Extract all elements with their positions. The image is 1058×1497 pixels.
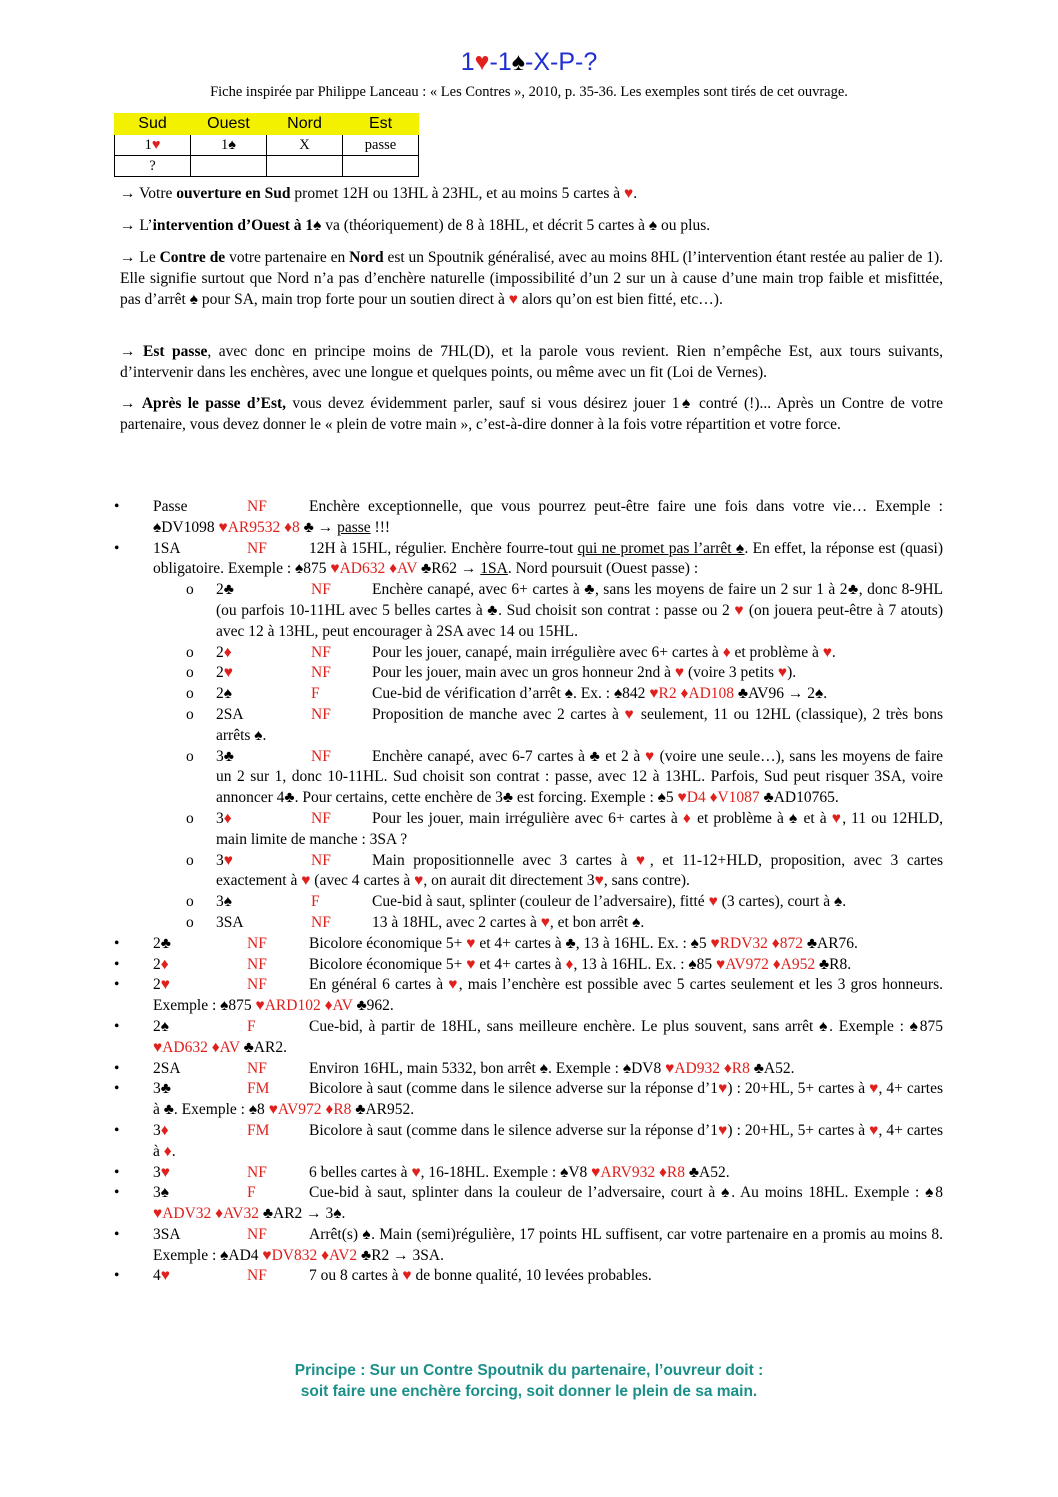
- text: Cue-bid de vérification d’arrêt ♠. Ex. : ♠842: [372, 685, 650, 703]
- bid-label: [216, 851, 233, 872]
- red-suit-text: ♥: [734, 601, 745, 619]
- paragraph-east-pass: [120, 341, 943, 383]
- red-suit-text: ♥: [540, 913, 550, 931]
- text: .: [831, 643, 836, 661]
- forcing-tag: NF: [311, 664, 331, 682]
- text: ♣AR2 → 3♠.: [258, 1205, 346, 1223]
- red-suit-text: ♥AD932 ♦R8: [665, 1059, 750, 1077]
- bid-level: 3: [216, 851, 224, 869]
- cell-empty: [343, 156, 419, 177]
- text: va (théoriquement) de 8 à 18HL, et décrit 5 cartes à ♠ ou plus.: [321, 217, 711, 234]
- text: Pour les jouer, main irrégulière avec 6+ cartes à: [372, 809, 683, 827]
- red-suit-text: ♥: [402, 1267, 412, 1285]
- heart-icon: ♥: [508, 291, 518, 308]
- col-est: Est: [343, 114, 419, 135]
- heart-icon: ♥: [624, 185, 634, 202]
- text: (on jouera peut-être à 7 atouts) avec 12 à 13HL, peut encourager à 2SA avec 14 ou 15HL.: [216, 601, 943, 640]
- diamond-icon: ♦: [223, 809, 232, 827]
- red-suit-text: ♦: [565, 955, 574, 973]
- text: . En effet, la réponse est (quasi) obligatoire. Exemple : ♠875: [153, 539, 944, 578]
- text: ♣R2 → 3SA.: [357, 1246, 444, 1264]
- bullet: •: [114, 1059, 120, 1077]
- list-item: [0, 1121, 1058, 1163]
- source-note: Fiche inspirée par Philippe Lanceau : « Les Contres », 2010, p. 35-36. Les exemples sont tirés de cet ouvrage.: [210, 84, 848, 100]
- bid-label: 3♠: [216, 893, 232, 911]
- text: seulement, 11 ou 12HL (classique), 2 très bons arrêts ♠.: [216, 705, 944, 744]
- page-title: [0, 48, 1058, 77]
- text: !!!: [370, 518, 391, 536]
- text: , et 11-12+HLD, proposition, avec 3 cartes exactement à: [216, 851, 944, 890]
- emphasis: Contre de: [159, 249, 226, 266]
- bid-description: [153, 1059, 943, 1080]
- list-item: [0, 539, 1058, 581]
- bid-label: [153, 975, 170, 996]
- bullet: •: [114, 1121, 120, 1139]
- sub-bullet: o: [186, 705, 194, 723]
- text: Bicolore économique 5+: [309, 955, 467, 973]
- bid-label: [216, 643, 232, 664]
- cell-empty: [191, 156, 267, 177]
- bid-description: [153, 955, 943, 976]
- text: .: [171, 1142, 176, 1160]
- red-suit-text: ♥: [411, 1163, 421, 1181]
- bid-label: [153, 1163, 170, 1184]
- bid-level: 1: [144, 136, 152, 153]
- text: Enchère canapé, avec 6+ cartes à ♣, sans les moyens de faire un 2 sur 1 à 2♣, donc 8-9HL (ou parfois 10-11HL avec 5 belles cartes à ♣. Sud choisit son contrat : passe ou 2: [216, 581, 943, 619]
- text: Arrêt(s) ♠. Main (semi)régulière, 17 points HL suffisent, car votre partenaire en a promis au moins 8. Exemple : ♠AD4: [153, 1225, 943, 1264]
- bid-label: [153, 1121, 169, 1142]
- text: (voire 3 petits: [684, 664, 778, 682]
- sub-bullet: o: [186, 643, 194, 661]
- emphasis: Est passe: [143, 343, 208, 360]
- text: ♣AD10765.: [759, 789, 839, 807]
- bullet: •: [114, 1163, 120, 1181]
- text: .: [633, 185, 638, 202]
- heart-icon: ♥: [223, 664, 233, 682]
- text: de bonne qualité, 10 levées probables.: [411, 1267, 652, 1285]
- emphasis: Nord: [349, 249, 384, 266]
- bullet: •: [114, 1267, 120, 1285]
- title-part: -X-P-?: [525, 48, 598, 76]
- forcing-tag: NF: [311, 747, 331, 765]
- sub-list-item: [0, 747, 1058, 809]
- red-suit-text: ♦: [682, 809, 693, 827]
- forcing-tag: NF: [311, 643, 331, 661]
- bid-description: [153, 539, 943, 581]
- red-suit-text: ♦: [163, 1142, 172, 1160]
- sub-list-item: [0, 913, 1058, 934]
- text: vous devez évidemment parler, sauf si vous désirez jouer 1♠ contré (!)... Après un Contre de votre partenaire, vous devez donner le « plein de votre main », c’est-à-dire donner à la fois votre répartition et votre force.: [120, 395, 943, 433]
- red-suit-text: ♥: [674, 664, 685, 682]
- bid-description: [153, 934, 943, 955]
- forcing-tag: NF: [311, 851, 331, 869]
- auction-table: [114, 113, 419, 177]
- bullet: •: [114, 1225, 120, 1243]
- red-suit-text: ♥: [708, 893, 718, 911]
- forcing-tag: NF: [247, 976, 267, 994]
- auction-row: [115, 156, 419, 177]
- diamond-icon: ♦: [160, 1121, 169, 1139]
- sub-list-item: [0, 809, 1058, 851]
- text: Bicolore à saut (comme dans le silence adverse sur la réponse d’1: [309, 1080, 718, 1098]
- text: ♣962.: [352, 997, 394, 1015]
- red-suit-text: ♥: [869, 1121, 879, 1139]
- text: ♣AV96 → 2♠.: [734, 685, 828, 703]
- forcing-tag: FM: [247, 1080, 270, 1098]
- sub-list-item: [0, 684, 1058, 705]
- text: . Nord poursuit (Ouest passe) :: [507, 560, 699, 578]
- text: ♣AR952.: [351, 1101, 415, 1119]
- forcing-tag: NF: [247, 498, 267, 515]
- principle-box: [0, 1360, 1058, 1402]
- text: (3 cartes), court à ♠.: [717, 893, 847, 911]
- paragraph-after-pass: [120, 393, 943, 435]
- bid-level: 4: [153, 1267, 161, 1285]
- text: ) : 20+HL, 5+ cartes à: [727, 1080, 870, 1098]
- bid-label: [153, 955, 169, 976]
- cell-ouest: [191, 135, 267, 156]
- red-suit-text: ♥: [301, 872, 311, 890]
- bid-list: [0, 497, 1058, 1287]
- red-suit-text: ♥: [414, 872, 424, 890]
- red-suit-text: ♥RDV32 ♦872: [710, 934, 803, 952]
- title-part: 1: [460, 48, 475, 76]
- bid-description: [216, 684, 943, 705]
- col-sud: Sud: [115, 114, 191, 135]
- red-suit-text: ♥ADV32 ♦AV32: [153, 1205, 259, 1223]
- bid-label: Passe: [153, 498, 188, 515]
- forcing-tag: F: [311, 893, 320, 911]
- forcing-tag: NF: [311, 809, 331, 827]
- red-suit-text: ♥: [448, 976, 459, 994]
- bid-label: 3♣: [216, 747, 234, 765]
- sub-bullet: o: [186, 747, 194, 765]
- bid-label: 2♠: [216, 685, 232, 703]
- sub-list-item: [0, 580, 1058, 642]
- text: , et bon arrêt ♠.: [549, 913, 645, 931]
- sub-list-item: [0, 705, 1058, 747]
- bid-label: 3SA: [153, 1225, 181, 1243]
- red-suit-text: ♥R2 ♦AD108: [649, 685, 735, 703]
- bid-label: 3SA: [216, 913, 244, 931]
- text: alors qu’on est bien fitté, etc…).: [517, 291, 723, 308]
- bid-level: 2: [216, 643, 224, 661]
- sub-bullet: o: [186, 913, 194, 931]
- bid-description: [153, 1183, 943, 1225]
- text: Enchère canapé, avec 6-7 cartes à ♣ et 2 à: [372, 747, 645, 765]
- text: Cue-bid à saut, splinter dans la couleur de l’adversaire, court à ♠. Au moins 18HL. Exemple : ♠8: [309, 1184, 943, 1202]
- red-suit-text: ♥: [822, 643, 832, 661]
- red-suit-text: ♥: [624, 705, 636, 723]
- text: → L’: [120, 217, 153, 234]
- principle-line: Principe : Sur un Contre Spoutnik du partenaire, l’ouvreur doit :: [294, 1362, 764, 1379]
- text: , 16-18HL. Exemple : ♠V8: [420, 1163, 592, 1181]
- text: ♣ →: [299, 518, 338, 536]
- text: Enchère exceptionnelle, que vous pourrez peut-être faire une fois dans votre vie… Exemple : ♠DV1098: [153, 498, 943, 536]
- forcing-tag: NF: [247, 539, 267, 557]
- forcing-tag: NF: [247, 1163, 267, 1181]
- emphasis: Après le passe d’Est,: [141, 395, 287, 412]
- forcing-tag: F: [247, 1184, 256, 1202]
- text: et problème à ♠ et à: [692, 809, 832, 827]
- red-suit-text: ♥AV972 ♦R8: [268, 1101, 352, 1119]
- bid-label: 2SA: [153, 1059, 181, 1077]
- bid-level: 2: [153, 955, 161, 973]
- bullet: •: [114, 539, 120, 557]
- bid-description: [153, 975, 943, 1017]
- forcing-tag: NF: [311, 705, 331, 723]
- text: , on aurait dit directement 3: [423, 872, 595, 890]
- red-suit-text: ♥: [594, 872, 604, 890]
- bid-level: 2: [216, 664, 224, 682]
- paragraph-intervention: [120, 215, 943, 236]
- text: , sans contre).: [603, 872, 690, 890]
- bullet: •: [114, 976, 120, 994]
- underlined-text: passe: [337, 518, 371, 536]
- text: et problème à: [730, 643, 823, 661]
- list-item: [0, 1163, 1058, 1184]
- text: ) : 20+HL, 5+ cartes à: [727, 1121, 870, 1139]
- red-suit-text: ♥AD632 ♦AV: [330, 560, 418, 578]
- sub-list-item: [0, 663, 1058, 684]
- text: ♣AR2.: [239, 1038, 287, 1056]
- bid-level: 3: [216, 809, 224, 827]
- text: 7 ou 8 cartes à: [309, 1267, 403, 1285]
- bid-label: [216, 663, 233, 684]
- bid-description: [153, 1121, 943, 1163]
- text: Cue-bid à saut, splinter (couleur de l’adversaire), fitté: [372, 893, 709, 911]
- principle-line: soit faire une enchère forcing, soit donner le plein de sa main.: [300, 1383, 758, 1400]
- list-item: [0, 1225, 1058, 1267]
- diamond-icon: ♦: [160, 955, 169, 973]
- underlined-text: 1SA: [480, 560, 508, 578]
- red-suit-text: ♥: [635, 851, 650, 869]
- red-suit-text: ♥: [831, 809, 843, 827]
- heart-icon: ♥: [223, 851, 233, 869]
- sub-bullet: o: [186, 809, 194, 827]
- text: et 4+ cartes à ♣, 13 à 16HL. Ex. : ♠5: [475, 934, 711, 952]
- bid-description: [153, 1079, 943, 1121]
- sub-list-item: [0, 851, 1058, 893]
- emphasis: intervention d’Ouest à 1♠: [152, 217, 322, 234]
- text: ♣A52.: [749, 1059, 795, 1077]
- bullet: •: [114, 1184, 120, 1202]
- text: ♣AR76.: [802, 934, 858, 952]
- text: 6 belles cartes à: [309, 1163, 412, 1181]
- text: Bicolore économique 5+: [309, 934, 467, 952]
- forcing-tag: NF: [247, 1059, 267, 1077]
- col-nord: Nord: [267, 114, 343, 135]
- red-suit-text: ♥: [717, 1121, 728, 1139]
- sub-bullet: o: [186, 851, 194, 869]
- cell-sud: [115, 135, 191, 156]
- list-item: [0, 955, 1058, 976]
- sub-bullet: o: [186, 664, 194, 682]
- cell-nord: X: [267, 135, 343, 156]
- list-item: [0, 975, 1058, 1017]
- forcing-tag: NF: [311, 913, 331, 931]
- bullet: •: [114, 1080, 120, 1098]
- red-suit-text: ♥: [466, 934, 476, 952]
- text: promet 12H ou 13HL à 23HL, et au moins 5 cartes à: [290, 185, 624, 202]
- sub-bullet: o: [186, 893, 194, 911]
- cell-est: passe: [343, 135, 419, 156]
- list-item: [0, 1079, 1058, 1121]
- red-suit-text: ♥: [717, 1080, 728, 1098]
- text: votre partenaire en: [225, 249, 350, 266]
- text: (avec 4 cartes à: [310, 872, 415, 890]
- list-item: [0, 1183, 1058, 1225]
- bid-label: [153, 1266, 170, 1287]
- text: , 11 ou 12HLD, main limite de manche : 3SA ?: [216, 809, 944, 848]
- sub-list-item: [0, 643, 1058, 664]
- text: Environ 16HL, main 5332, bon arrêt ♠. Exemple : ♠DV8: [309, 1059, 666, 1077]
- forcing-tag: F: [247, 1017, 256, 1035]
- red-suit-text: ♥D4 ♦V1087: [677, 789, 760, 807]
- red-suit-text: ♥: [466, 955, 476, 973]
- auction-header: [115, 114, 419, 135]
- heart-icon: ♥: [160, 976, 170, 994]
- bullet: •: [114, 1017, 120, 1035]
- text: Pour les jouer, canapé, main irrégulière avec 6+ cartes à: [372, 643, 723, 661]
- forcing-tag: NF: [247, 955, 267, 973]
- col-ouest: Ouest: [191, 114, 267, 135]
- text: , 13 à 16HL. Ex. : ♠85: [573, 955, 717, 973]
- text: ♣R8.: [815, 955, 852, 973]
- red-suit-text: ♥ARD102 ♦AV: [255, 997, 353, 1015]
- red-suit-text: ♦: [722, 643, 731, 661]
- bid-level: 3: [153, 1121, 161, 1139]
- bid-description: [216, 892, 943, 913]
- bid-description: [153, 1163, 943, 1184]
- bid-level: 2: [153, 976, 161, 994]
- list-item: [0, 497, 1058, 539]
- forcing-tag: NF: [247, 934, 267, 952]
- bid-label: 2♠: [153, 1017, 169, 1035]
- bid-description: [153, 1225, 943, 1267]
- heart-icon: ♥: [151, 136, 161, 153]
- text: Main propositionnelle avec 3 cartes à: [372, 851, 636, 869]
- red-suit-text: ♥AV972 ♦A952: [716, 955, 816, 973]
- forcing-tag: NF: [311, 581, 331, 599]
- text: Cue-bid, à partir de 18HL, sans meilleure enchère. Le plus souvent, sans arrêt ♠. Exemple : ♠875: [309, 1017, 943, 1035]
- bid-label: 2♣: [153, 934, 171, 952]
- bid-label: 2♣: [216, 581, 234, 599]
- text: Bicolore à saut (comme dans le silence adverse sur la réponse d’1: [309, 1121, 718, 1139]
- spade-icon: ♠: [511, 48, 526, 76]
- text: , avec donc en principe moins de 7HL(D), et la parole vous revient. Rien n’empêche Est, aux tours suivants, d’intervenir dans les enchères, avec une longue et quelques points, ou même avec un fit (Loi de Vernes).: [120, 343, 943, 381]
- forcing-tag: FM: [247, 1121, 270, 1139]
- text: , 4+ cartes à ♣. Exemple : ♠8: [153, 1080, 943, 1119]
- forcing-tag: NF: [247, 1225, 267, 1243]
- sub-bullet: o: [186, 685, 194, 703]
- cell-empty: [267, 156, 343, 177]
- bullet: •: [114, 934, 120, 952]
- bid-label: [216, 809, 232, 830]
- bid-level: 3: [153, 1163, 161, 1181]
- text: Proposition de manche avec 2 cartes à: [372, 705, 625, 723]
- red-suit-text: ♥AR9532 ♦8: [218, 518, 300, 536]
- bid-description: [153, 1266, 943, 1287]
- spade-icon: ♠: [228, 136, 236, 153]
- bullet: •: [114, 955, 120, 973]
- text: , 4+ cartes à: [153, 1121, 943, 1160]
- text: et 4+ cartes à: [475, 955, 566, 973]
- text: → Votre: [120, 185, 177, 202]
- bid-description: [153, 497, 943, 539]
- red-suit-text: ♥: [777, 664, 788, 682]
- text: ♣A52.: [684, 1163, 730, 1181]
- auction-row: [115, 135, 419, 156]
- cell-sud: ?: [115, 156, 191, 177]
- forcing-tag: NF: [247, 1267, 267, 1285]
- text: , mais l’enchère est possible avec 5 cartes seulement et les 3 gros honneurs. Exemple : ♠875: [153, 976, 943, 1015]
- sub-list-item: [0, 892, 1058, 913]
- title-part: -1: [489, 48, 512, 76]
- text: (voire une seule…), sans les moyens de faire un 2 sur 1, donc 10-11HL. Sud choisit son contrat : passe, avec 12 à 13HL. Parfois, Sud peut risquer 3SA, voire annoncer 4♣. Pour certains, cette enchère de 3♣ est forcing. Exemple : ♠5: [216, 747, 944, 807]
- forcing-tag: F: [311, 685, 320, 703]
- list-item: [0, 1266, 1058, 1287]
- list-item: [0, 1017, 1058, 1059]
- text: →: [120, 395, 142, 412]
- underlined-text: qui ne promet pas l’arrêt ♠: [577, 539, 745, 557]
- bid-label: 3♣: [153, 1080, 171, 1098]
- heart-icon: ♥: [160, 1267, 170, 1285]
- bullet: •: [114, 498, 120, 515]
- diamond-icon: ♦: [223, 643, 232, 661]
- bid-description: [153, 1017, 943, 1059]
- text: ).: [787, 664, 797, 682]
- text: En général 6 cartes à: [309, 976, 449, 994]
- list-item: [0, 1059, 1058, 1080]
- red-suit-text: ♥: [644, 747, 655, 765]
- text: → Le: [120, 249, 160, 266]
- bid-level: 1: [221, 136, 229, 153]
- text: 12H à 15HL, régulier. Enchère fourre-tout: [309, 539, 578, 557]
- heart-icon: ♥: [160, 1163, 170, 1181]
- bid-label: 1SA: [153, 539, 181, 557]
- text: est un Spoutnik généralisé, avec au moins 8HL (l’intervention étant restée au palier de 1). Elle signifie surtout que Nord n’a pas d’enchère naturelle (impossibilité d’un 2 sur un à cause d’une main trop faible et misfittée, pas d’arrêt ♠ pour SA, main trop forte pour un soutien direct à: [120, 249, 943, 308]
- list-item: [0, 934, 1058, 955]
- heart-icon: ♥: [474, 48, 490, 76]
- paragraph-opening: [120, 183, 943, 204]
- bid-label: 3♠: [153, 1184, 169, 1202]
- emphasis: ouverture en Sud: [176, 185, 291, 202]
- red-suit-text: ♥DV832 ♦AV2: [262, 1246, 358, 1264]
- red-suit-text: ♥: [869, 1080, 879, 1098]
- text: ♣R62 →: [417, 560, 481, 578]
- text: →: [120, 343, 144, 360]
- text: 13 à 18HL, avec 2 cartes à: [372, 913, 541, 931]
- bid-label: 2SA: [216, 705, 244, 723]
- text: Pour les jouer, main avec un gros honneur 2nd à: [372, 664, 675, 682]
- red-suit-text: ♥ARV932 ♦R8: [591, 1163, 685, 1181]
- sub-bullet: o: [186, 581, 194, 599]
- red-suit-text: ♥AD632 ♦AV: [153, 1038, 240, 1056]
- paragraph-double: [120, 247, 943, 310]
